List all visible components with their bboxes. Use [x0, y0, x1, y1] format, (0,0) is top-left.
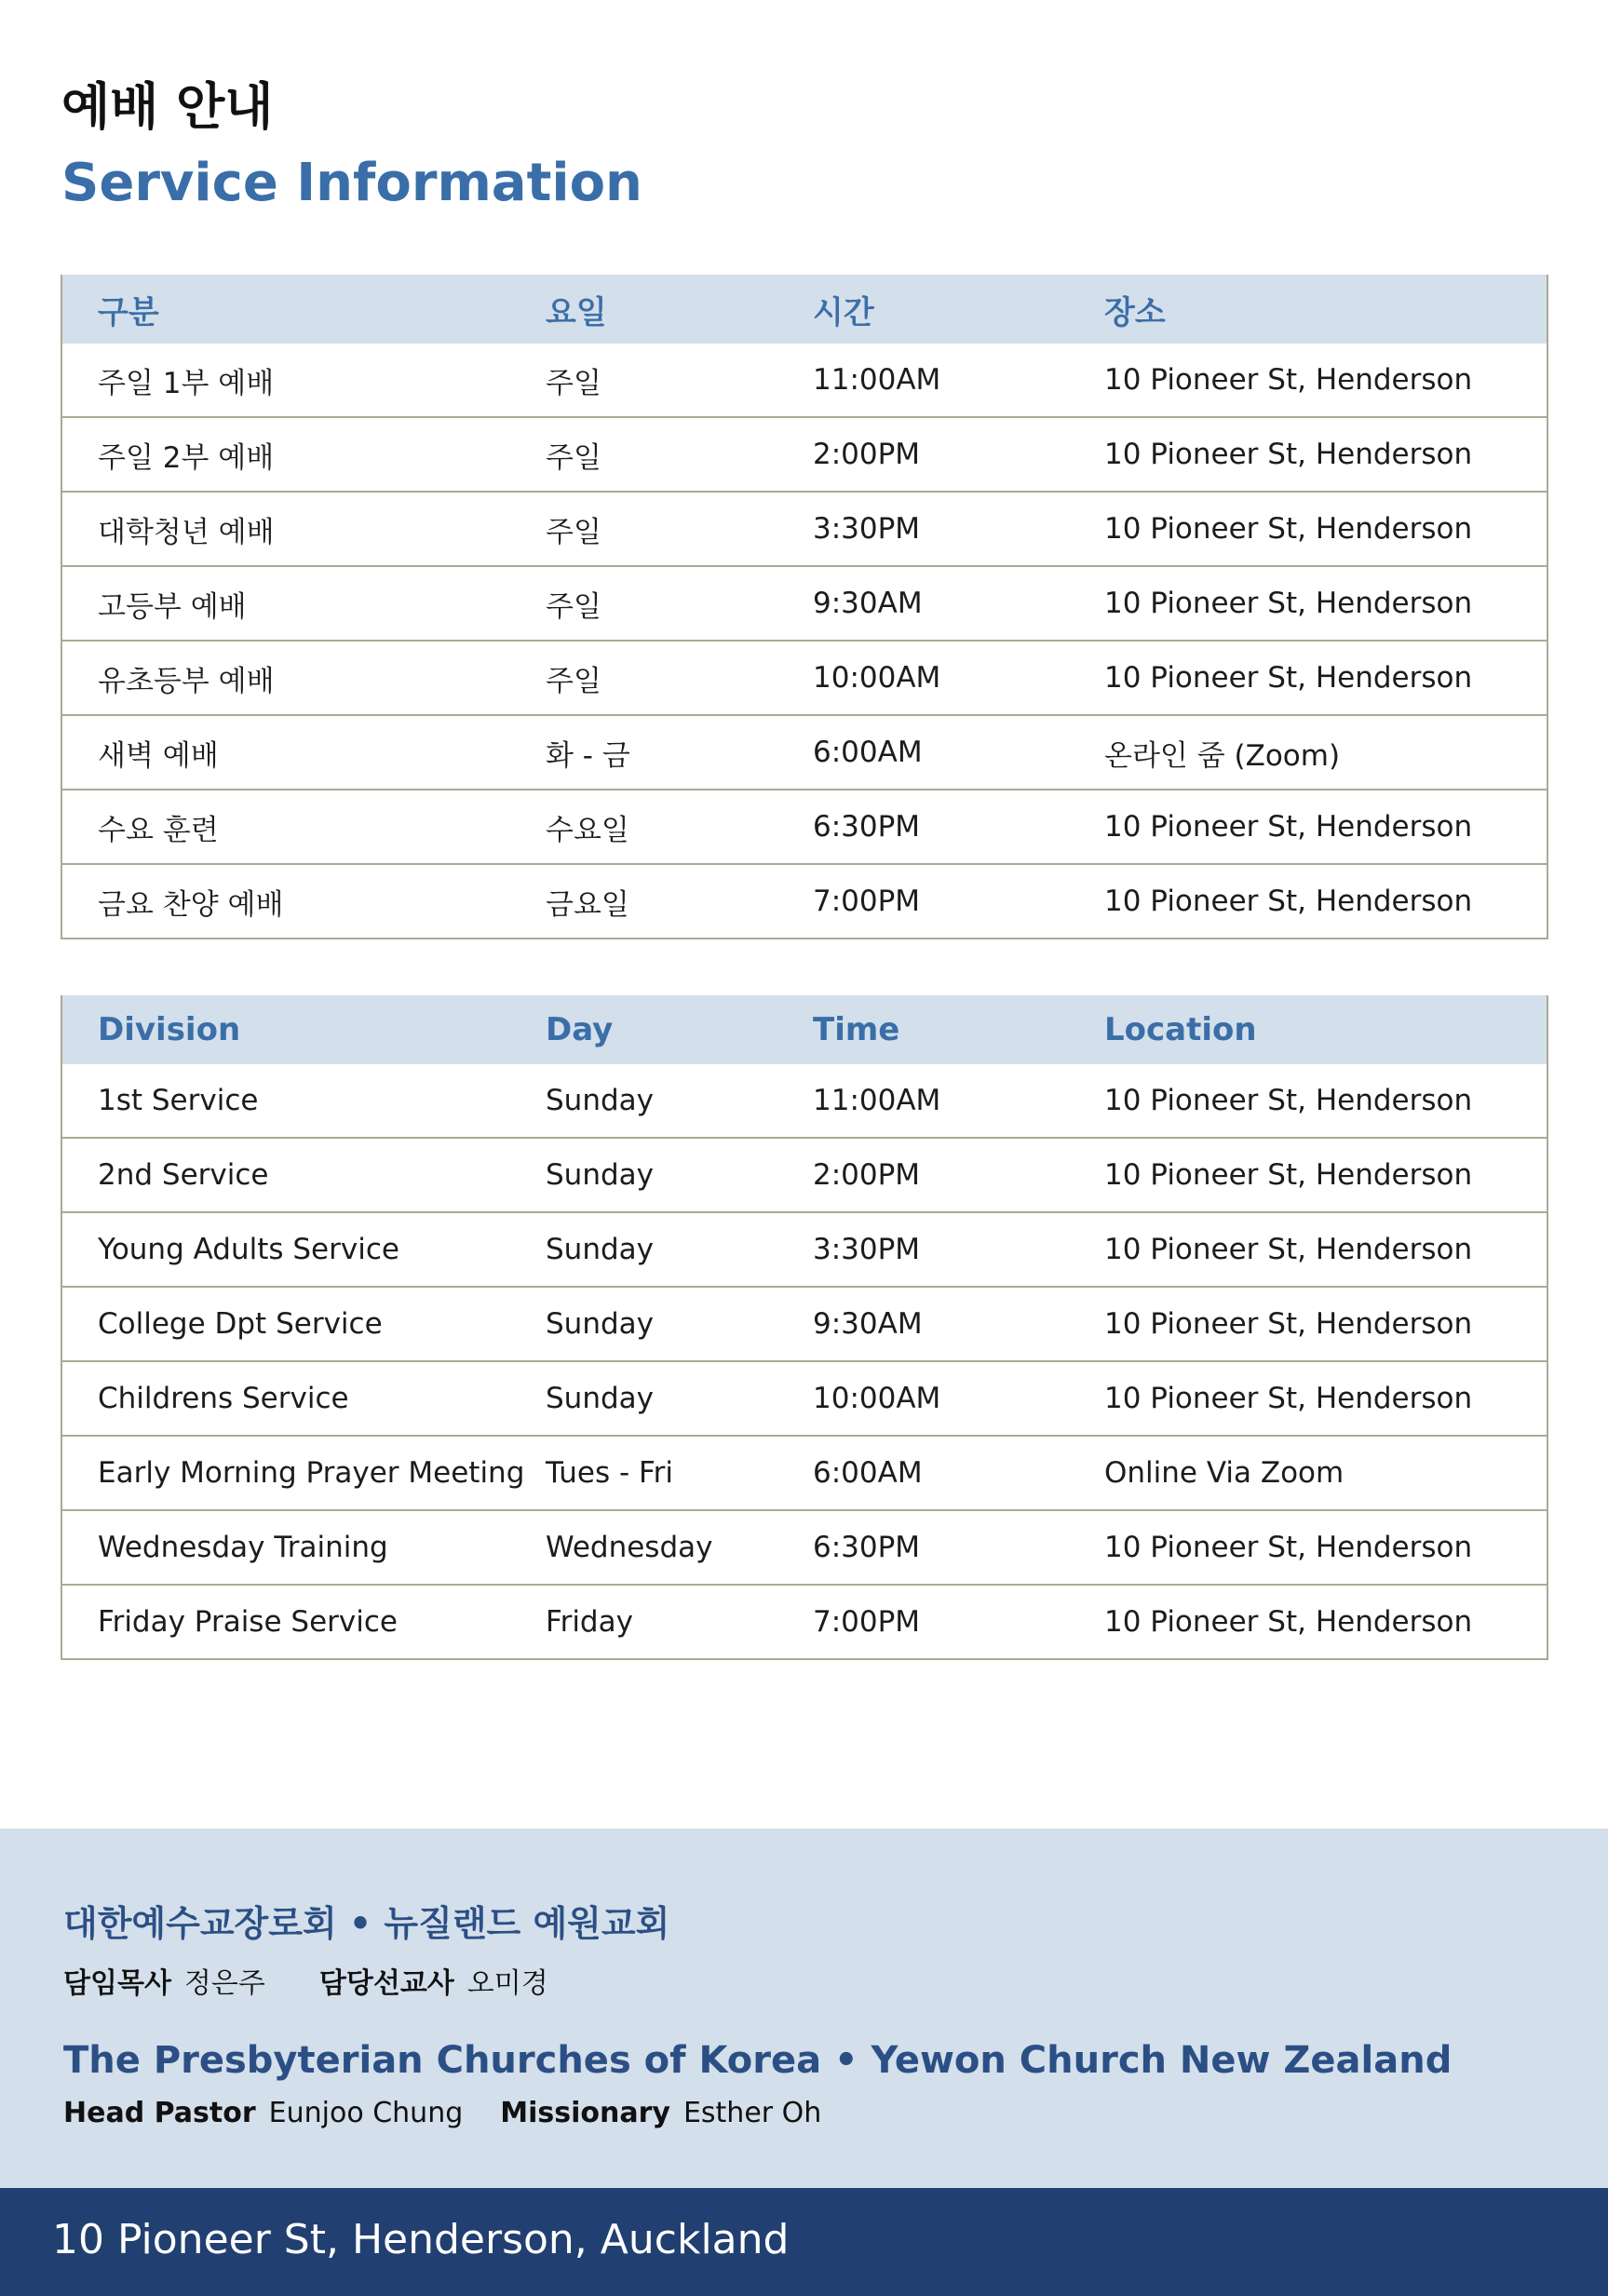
cell-division: 수요 훈련: [61, 790, 510, 864]
staff-row-en: [63, 2097, 821, 2129]
cell-time: 11:00AM: [813, 1084, 941, 1117]
cell-location: Online Via Zoom: [1069, 1436, 1547, 1510]
cell-division: College Dpt Service: [61, 1287, 510, 1361]
cell-location: 10 Pioneer St, Henderson: [1069, 864, 1547, 939]
table-row: [61, 492, 1547, 566]
cell-division: 새벽 예배: [61, 715, 510, 790]
cell-time: 6:30PM: [777, 1510, 1069, 1585]
cell-division: 대학청년 예배: [61, 492, 510, 566]
table-row: [61, 1287, 1547, 1361]
table-row: [61, 566, 1547, 641]
cell-day: 주일: [510, 417, 777, 492]
pastor-name: 정은주: [183, 1967, 265, 2000]
cell-location: 10 Pioneer St, Henderson: [1069, 1287, 1547, 1361]
table-row: [61, 641, 1547, 715]
cell-time: 6:00AM: [777, 715, 1069, 790]
cell-time: 3:30PM: [777, 1212, 1069, 1287]
cell-division: 2nd Service: [61, 1138, 510, 1212]
table-row: [61, 1436, 1547, 1510]
pastor-name: Eunjoo Chung: [268, 2097, 464, 2129]
column-header-time: 시간: [777, 275, 1069, 344]
cell-location: 10 Pioneer St, Henderson: [1069, 1138, 1547, 1212]
cell-time: 9:30AM: [777, 1287, 1069, 1361]
missionary-label: 담당선교사: [318, 1967, 454, 2000]
cell-day: Tues - Fri: [510, 1436, 777, 1510]
column-header-time: Time: [777, 995, 1069, 1064]
cell-day: 주일: [510, 566, 777, 641]
missionary-name: Esther Oh: [682, 2097, 822, 2129]
table-row: [61, 1361, 1547, 1436]
church-name-en: The Presbyterian Churches of Korea • Yewon Church New Zealand: [63, 2039, 1453, 2082]
column-header-location: Location: [1069, 995, 1547, 1064]
cell-division: Early Morning Prayer Meeting: [61, 1436, 510, 1510]
cell-location: 10 Pioneer St, Henderson: [1069, 641, 1547, 715]
column-header-day: Day: [510, 995, 777, 1064]
cell-time: 10:00AM: [777, 1361, 1069, 1436]
cell-location: 10 Pioneer St, Henderson: [1104, 363, 1473, 397]
cell-location: 10 Pioneer St, Henderson: [1069, 492, 1547, 566]
missionary-label: Missionary: [500, 2097, 670, 2129]
missionary-name: 오미경: [466, 1967, 548, 2000]
table-row: [61, 1212, 1547, 1287]
cell-division: 주일 1부 예배: [98, 366, 275, 400]
cell-location: 10 Pioneer St, Henderson: [1069, 1212, 1547, 1287]
cell-day: Wednesday: [510, 1510, 777, 1585]
column-header-location: 장소: [1069, 275, 1547, 344]
cell-location: 10 Pioneer St, Henderson: [1069, 790, 1547, 864]
cell-division: 1st Service: [98, 1084, 259, 1117]
table-row: [61, 344, 1547, 417]
address-bar: [0, 2188, 1608, 2296]
pastor-label: 담임목사: [63, 1967, 171, 2000]
pastor-label: Head Pastor: [63, 2097, 256, 2129]
table-row: [61, 1138, 1547, 1212]
column-header-division: 구분: [61, 275, 510, 344]
table-row: [61, 1064, 1547, 1138]
table-row: [61, 790, 1547, 864]
service-table-ko: [61, 275, 1548, 939]
cell-time: 7:00PM: [777, 1585, 1069, 1659]
cell-day: Sunday: [510, 1361, 777, 1436]
table-row: [61, 1585, 1547, 1659]
cell-location: 온라인 줌 (Zoom): [1069, 715, 1547, 790]
cell-day: Friday: [510, 1585, 777, 1659]
cell-time: 3:30PM: [777, 492, 1069, 566]
cell-location: 10 Pioneer St, Henderson: [1069, 1361, 1547, 1436]
cell-division: Childrens Service: [61, 1361, 510, 1436]
cell-time: 6:30PM: [777, 790, 1069, 864]
table-row: [61, 417, 1547, 492]
table-row: [61, 864, 1547, 939]
cell-location: 10 Pioneer St, Henderson: [1069, 1585, 1547, 1659]
cell-time: 9:30AM: [777, 566, 1069, 641]
cell-division: 유초등부 예배: [61, 641, 510, 715]
cell-division: Friday Praise Service: [61, 1585, 510, 1659]
cell-division: Wednesday Training: [61, 1510, 510, 1585]
cell-time: 2:00PM: [777, 417, 1069, 492]
service-table-en: [61, 995, 1548, 1660]
cell-day: 금요일: [510, 864, 777, 939]
cell-day: 수요일: [510, 790, 777, 864]
cell-division: 고등부 예배: [61, 566, 510, 641]
cell-time: 6:00AM: [777, 1436, 1069, 1510]
table-header-row: [61, 995, 1547, 1064]
cell-day: 주일: [510, 641, 777, 715]
staff-row-ko: [63, 1960, 548, 2001]
cell-day: 주일: [546, 366, 601, 400]
table-row: [61, 715, 1547, 790]
column-header-day: 요일: [510, 275, 777, 344]
cell-location: 10 Pioneer St, Henderson: [1069, 1510, 1547, 1585]
footer-panel: [0, 1829, 1608, 2188]
cell-time: 11:00AM: [813, 363, 941, 397]
table-row: [61, 1510, 1547, 1585]
page-title-ko: 예배 안내: [61, 77, 274, 136]
page-title-en: Service Information: [61, 153, 642, 213]
cell-division: Young Adults Service: [61, 1212, 510, 1287]
cell-day: 주일: [510, 492, 777, 566]
cell-day: Sunday: [546, 1084, 654, 1117]
cell-division: 주일 2부 예배: [61, 417, 510, 492]
cell-day: Sunday: [510, 1138, 777, 1212]
cell-location: 10 Pioneer St, Henderson: [1069, 566, 1547, 641]
cell-day: 화 - 금: [510, 715, 777, 790]
church-address: 10 Pioneer St, Henderson, Auckland: [52, 2216, 790, 2263]
cell-time: 10:00AM: [777, 641, 1069, 715]
cell-time: 7:00PM: [777, 864, 1069, 939]
church-name-ko: 대한예수교장로회 • 뉴질랜드 예원교회: [63, 1903, 670, 1944]
cell-time: 2:00PM: [777, 1138, 1069, 1212]
cell-day: Sunday: [510, 1287, 777, 1361]
cell-location: 10 Pioneer St, Henderson: [1104, 1084, 1473, 1117]
table-header-row: [61, 275, 1547, 344]
cell-day: Sunday: [510, 1212, 777, 1287]
cell-location: 10 Pioneer St, Henderson: [1069, 417, 1547, 492]
cell-division: 금요 찬양 예배: [61, 864, 510, 939]
column-header-division: Division: [61, 995, 510, 1064]
